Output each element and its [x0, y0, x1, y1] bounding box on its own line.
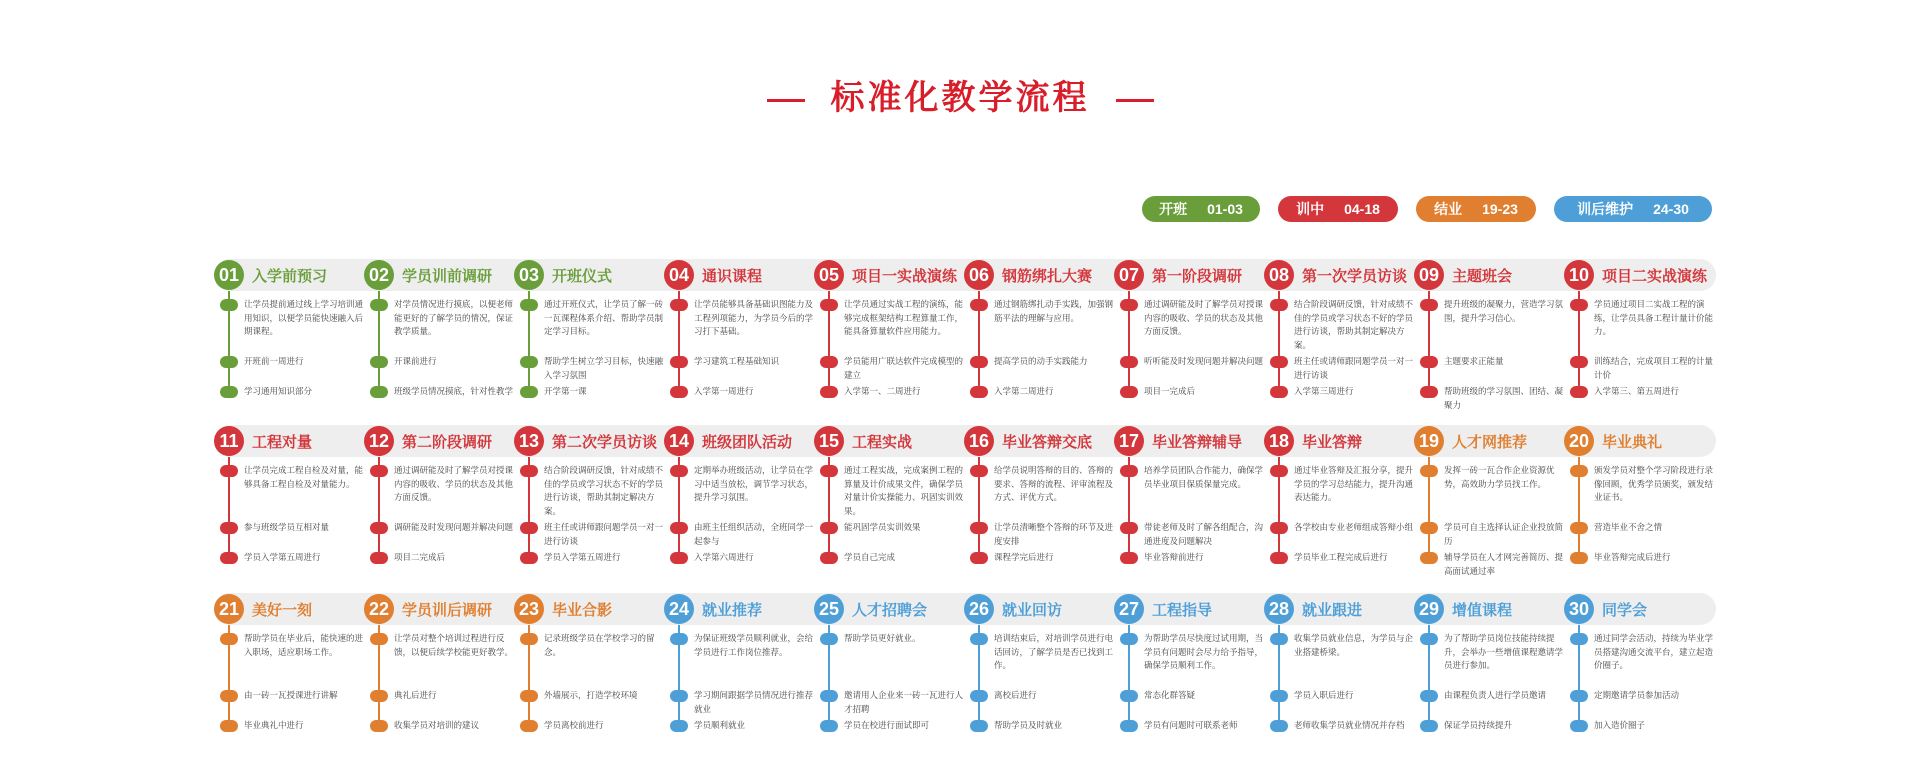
- step-detail-text: 让学员能够具备基础识图能力及工程列项能力，为学员今后的学习打下基础。: [694, 299, 814, 336]
- step-detail-text: 给学员说明答辩的目的、答辩的要求、答辩的流程、评审流程及方式、评优方式。: [994, 465, 1114, 502]
- step-title: 第一次学员访谈: [1302, 267, 1408, 285]
- step-detail-text: 训练结合，完成项目工程的计量计价: [1594, 356, 1714, 380]
- step-number-badge: 25: [814, 594, 844, 624]
- step-detail-marker: [1420, 465, 1438, 477]
- step-detail-marker: [520, 299, 538, 311]
- step-number-badge: 23: [514, 594, 544, 624]
- step-header: [514, 259, 612, 291]
- step-detail-text: 参与班级学员互相对量: [244, 522, 330, 532]
- step-detail-marker: [220, 465, 238, 477]
- legend-pill-jieye: [1416, 196, 1536, 222]
- step-title: 班级团队活动: [702, 433, 793, 451]
- step-header: [1414, 425, 1527, 457]
- step-detail-text: 毕业答辩前进行: [1144, 552, 1204, 562]
- step-number-badge: 06: [964, 260, 994, 290]
- step-detail-text: 入学第一、二周进行: [844, 386, 921, 396]
- legend-range: 01-03: [1207, 201, 1243, 217]
- step-number-badge: 11: [214, 426, 244, 456]
- step-detail-marker: [1270, 633, 1288, 645]
- page-title: [0, 70, 1920, 119]
- step-detail-text: 学员可自主选择认证企业投放简历: [1444, 522, 1564, 546]
- legend-pill-xunhou: [1554, 196, 1712, 222]
- step-detail-marker: [970, 720, 988, 732]
- step-detail-marker: [1420, 690, 1438, 702]
- step-title: 第一阶段调研: [1152, 267, 1243, 285]
- step-detail-marker: [820, 299, 838, 311]
- step-detail-marker: [1570, 299, 1588, 311]
- step-title: 美好一刻: [252, 601, 313, 619]
- step-detail-text: 带徒老师及时了解各组配合，沟通进度及问题解决: [1144, 522, 1264, 546]
- step-detail-text: 班主任或请师跟同题学员一对一进行访谈: [1294, 356, 1414, 380]
- step-detail-text: 入学第三、第五周进行: [1594, 386, 1680, 396]
- step-detail-text: 离校后进行: [994, 690, 1037, 700]
- step-detail-marker: [670, 522, 688, 534]
- legend-label: 训中: [1296, 201, 1325, 217]
- step-detail-marker: [220, 522, 238, 534]
- step-header: [1264, 425, 1362, 457]
- step-number-badge: 29: [1414, 594, 1444, 624]
- step-detail-marker: [1270, 720, 1288, 732]
- step-header: [664, 593, 762, 625]
- step-detail-text: 调研能及时发现问题并解决问题: [394, 522, 514, 532]
- step-header: [1414, 593, 1512, 625]
- step-detail-marker: [1570, 522, 1588, 534]
- step-detail-marker: [370, 522, 388, 534]
- step-detail-marker: [1570, 633, 1588, 645]
- step-number-badge: 15: [814, 426, 844, 456]
- step-title: 工程实战: [852, 433, 913, 451]
- step-header: [1564, 593, 1647, 625]
- step-detail-text: 学员顺利就业: [694, 720, 746, 730]
- step-detail-text: 项目一完成后: [1144, 386, 1196, 396]
- step-detail-text: 对学员情况进行摸底，以便老师能更好的了解学员的情况，保证教学质量。: [394, 299, 514, 336]
- step-header: [814, 593, 927, 625]
- step-detail-marker: [220, 633, 238, 645]
- step-header: [1114, 593, 1212, 625]
- step-detail-text: 颁发学员对整个学习阶段进行录像回顾，优秀学员颁奖，颁发结业证书。: [1594, 465, 1714, 502]
- step-detail-marker: [220, 386, 238, 398]
- step-title: 毕业答辩交底: [1002, 433, 1093, 451]
- step-header: [514, 593, 612, 625]
- step-detail-marker: [370, 720, 388, 732]
- step-title: 开班仪式: [552, 267, 613, 285]
- step-detail-text: 帮助班级的学习氛围、团结、凝聚力: [1444, 386, 1564, 410]
- step-header: [814, 259, 957, 291]
- step-number-badge: 24: [664, 594, 694, 624]
- legend-label: 训后维护: [1577, 201, 1634, 217]
- step-detail-marker: [970, 522, 988, 534]
- step-detail-marker: [970, 633, 988, 645]
- step-detail-text: 结合阶段调研反馈，针对成绩不佳的学员或学习状态不好的学员进行访谈，帮助其制定解决方案。: [544, 465, 664, 516]
- step-detail-text: 让学员对整个培训过程进行反馈，以便后续学校能更好教学。: [394, 633, 514, 657]
- step-detail-text: 让学员通过实战工程的演练，能够完成框架结构工程算量工作，能具备算量软件应用能力。: [844, 299, 964, 336]
- step-title: 入学前预习: [252, 267, 328, 285]
- step-detail-text: 老师收集学员就业情况并存档: [1294, 720, 1405, 730]
- step-detail-marker: [1420, 386, 1438, 398]
- step-detail-marker: [820, 552, 838, 564]
- step-detail-marker: [1120, 356, 1138, 368]
- step-header: [1564, 425, 1662, 457]
- phase-legend: [1142, 196, 1712, 222]
- step-header: [964, 425, 1092, 457]
- step-detail-text: 保证学员持续提升: [1444, 720, 1513, 730]
- step-detail-text: 学员有问题时可联系老师: [1144, 720, 1238, 730]
- step-detail-text: 班级学员情况摸底，针对性教学: [394, 386, 514, 396]
- step-detail-marker: [970, 299, 988, 311]
- step-detail-marker: [370, 356, 388, 368]
- step-title: 就业推荐: [702, 601, 763, 619]
- step-detail-text: 定期邀请学员参加活动: [1594, 690, 1680, 700]
- step-header: [214, 593, 312, 625]
- step-header: [364, 259, 492, 291]
- step-detail-text: 让学员完成工程自检及对量，能够具备工程自检及对量能力。: [244, 465, 364, 489]
- step-number-badge: 07: [1114, 260, 1144, 290]
- step-detail-marker: [1270, 690, 1288, 702]
- step-detail-text: 记录班级学员在学校学习的留念。: [544, 633, 655, 657]
- step-header: [964, 259, 1092, 291]
- step-number-badge: 30: [1564, 594, 1594, 624]
- step-detail-marker: [820, 720, 838, 732]
- step-title: 同学会: [1602, 601, 1648, 619]
- step-title: 毕业典礼: [1602, 433, 1663, 451]
- step-detail-marker: [1120, 633, 1138, 645]
- step-detail-marker: [1270, 386, 1288, 398]
- step-detail-marker: [220, 690, 238, 702]
- step-detail-marker: [670, 356, 688, 368]
- step-detail-text: 提高学员的动手实践能力: [994, 356, 1088, 366]
- step-detail-marker: [1420, 720, 1438, 732]
- step-detail-marker: [1570, 720, 1588, 732]
- step-detail-text: 学员入职后进行: [1294, 690, 1354, 700]
- step-number-badge: 13: [514, 426, 544, 456]
- step-title: 项目二实战演练: [1602, 267, 1708, 285]
- legend-range: 24-30: [1653, 201, 1689, 217]
- step-detail-text: 为帮助学员尽快度过试用期，当学员有问题时会尽力给予指导，确保学员顺利工作。: [1144, 633, 1264, 670]
- step-detail-marker: [670, 299, 688, 311]
- step-detail-text: 入学第六周进行: [694, 552, 754, 562]
- step-header: [664, 425, 792, 457]
- step-title: 钢筋绑扎大赛: [1002, 267, 1093, 285]
- step-detail-text: 帮助学员及时就业: [994, 720, 1063, 730]
- step-header: [364, 425, 492, 457]
- step-detail-text: 通过开班仪式，让学员了解一砖一瓦课程体系介绍、帮助学员制定学习目标。: [544, 299, 664, 336]
- step-title: 项目一实战演练: [852, 267, 958, 285]
- step-detail-text: 由课程负责人进行学员邀请: [1444, 690, 1547, 700]
- step-title: 学员训后调研: [402, 601, 493, 619]
- step-detail-text: 通过工程实战，完成案例工程的算量及计价成果文件，确保学员对量计价实操能力、巩固实训效果。: [844, 465, 964, 516]
- step-detail-text: 项目二完成后: [394, 552, 446, 562]
- step-detail-marker: [670, 386, 688, 398]
- step-detail-marker: [220, 356, 238, 368]
- step-detail-marker: [820, 386, 838, 398]
- title-dash-right: [1116, 99, 1154, 102]
- step-detail-text: 入学第二周进行: [994, 386, 1054, 396]
- step-number-badge: 16: [964, 426, 994, 456]
- step-header: [1264, 593, 1362, 625]
- step-detail-marker: [1120, 299, 1138, 311]
- step-detail-marker: [1270, 356, 1288, 368]
- step-detail-text: 通过调研能及时了解学员对授课内容的吸收、学员的状态及其他方面反馈。: [1144, 299, 1264, 336]
- step-detail-text: 听听能及时发现问题并解决问题: [1144, 356, 1264, 366]
- step-detail-text: 外墙展示，打造学校环境: [544, 690, 638, 700]
- step-header: [814, 425, 912, 457]
- step-detail-marker: [670, 552, 688, 564]
- step-detail-marker: [1270, 299, 1288, 311]
- step-detail-marker: [670, 633, 688, 645]
- step-detail-marker: [670, 720, 688, 732]
- step-detail-text: 入学第一周进行: [694, 386, 754, 396]
- step-detail-text: 学员入学第五周进行: [244, 552, 321, 562]
- step-detail-marker: [1120, 522, 1138, 534]
- step-number-badge: 19: [1414, 426, 1444, 456]
- step-detail-text: 帮助学员更好就业。: [844, 633, 921, 643]
- step-detail-marker: [1120, 720, 1138, 732]
- step-detail-text: 毕业典礼中进行: [244, 720, 304, 730]
- step-number-badge: 26: [964, 594, 994, 624]
- step-detail-text: 学员入学第五周进行: [544, 552, 621, 562]
- step-header: [964, 593, 1062, 625]
- step-title: 通识课程: [702, 267, 763, 285]
- step-detail-text: 通过调研能及时了解学员对授课内容的吸收、学员的状态及其他方面反馈。: [394, 465, 514, 502]
- step-title: 工程对量: [252, 433, 313, 451]
- legend-range: 19-23: [1482, 201, 1518, 217]
- step-detail-marker: [370, 633, 388, 645]
- step-detail-marker: [820, 465, 838, 477]
- step-detail-marker: [1420, 522, 1438, 534]
- step-number-badge: 05: [814, 260, 844, 290]
- step-header: [1414, 259, 1512, 291]
- step-detail-text: 学员在校进行面试即可: [844, 720, 930, 730]
- step-header: [1114, 425, 1242, 457]
- step-title: 主题班会: [1452, 267, 1513, 285]
- step-detail-marker: [370, 386, 388, 398]
- step-detail-marker: [520, 522, 538, 534]
- step-detail-marker: [520, 720, 538, 732]
- step-detail-marker: [1270, 552, 1288, 564]
- step-detail-text: 主题要求正能量: [1444, 356, 1504, 366]
- step-detail-marker: [1270, 522, 1288, 534]
- step-header: [214, 259, 327, 291]
- step-detail-text: 帮助学生树立学习目标，快速融入学习氛围: [544, 356, 664, 380]
- step-number-badge: 18: [1264, 426, 1294, 456]
- step-detail-marker: [520, 633, 538, 645]
- step-detail-text: 班主任或讲师跟问题学员一对一进行访谈: [544, 522, 664, 546]
- step-header: [1264, 259, 1407, 291]
- step-detail-text: 毕业答辩完成后进行: [1594, 552, 1671, 562]
- step-title: 人才网推荐: [1452, 433, 1528, 451]
- step-header: [214, 425, 312, 457]
- step-detail-text: 让学员清晰整个答辩的环节及进度安排: [994, 522, 1114, 546]
- step-number-badge: 17: [1114, 426, 1144, 456]
- step-title: 学员训前调研: [402, 267, 493, 285]
- step-detail-text: 加入造价圈子: [1594, 720, 1646, 730]
- step-detail-marker: [370, 552, 388, 564]
- step-detail-marker: [1570, 690, 1588, 702]
- step-title: 毕业合影: [552, 601, 613, 619]
- step-detail-text: 为了帮助学员岗位技能持续提升，会举办一些增值课程邀请学员进行参加。: [1444, 633, 1564, 670]
- step-detail-marker: [520, 356, 538, 368]
- step-detail-text: 为保证班级学员顺利就业，会给学员进行工作岗位推荐。: [694, 633, 814, 657]
- step-header: [664, 259, 762, 291]
- step-detail-text: 能巩固学员实训效果: [844, 522, 921, 532]
- step-detail-text: 收集学员就业信息，为学员与企业搭建桥梁。: [1294, 633, 1414, 657]
- step-detail-text: 开学第一课: [544, 386, 587, 396]
- step-detail-text: 发挥一砖一瓦合作企业资源优势，高效助力学员找工作。: [1444, 465, 1555, 489]
- step-detail-marker: [970, 465, 988, 477]
- step-detail-marker: [1120, 386, 1138, 398]
- step-detail-text: 帮助学员在毕业后，能快速的进入职场，适应职场工作。: [244, 633, 364, 657]
- step-header: [364, 593, 492, 625]
- step-number-badge: 28: [1264, 594, 1294, 624]
- step-detail-text: 通过同学会活动，持续为毕业学员搭建沟通交流平台，建立起造价圈子。: [1594, 633, 1714, 670]
- step-detail-text: 培训结束后，对培训学员进行电话回访，了解学员是否已找到工作。: [994, 633, 1114, 670]
- step-detail-marker: [1420, 633, 1438, 645]
- step-number-badge: 08: [1264, 260, 1294, 290]
- step-detail-text: 让学员提前通过线上学习培训通用知识，以便学员能快速融入后期课程。: [244, 299, 364, 336]
- step-detail-marker: [970, 690, 988, 702]
- step-detail-text: 常态化群答疑: [1144, 690, 1196, 700]
- step-detail-marker: [820, 690, 838, 702]
- step-detail-text: 辅导学员在人才网完善简历、提高面试通过率: [1444, 552, 1564, 576]
- step-title: 就业跟进: [1302, 601, 1363, 619]
- step-detail-text: 学员毕业工程完成后进行: [1294, 552, 1388, 562]
- step-detail-text: 学员能用广联达软件完成模型的建立: [844, 356, 964, 380]
- step-detail-text: 学员离校前进行: [544, 720, 604, 730]
- step-detail-marker: [1570, 465, 1588, 477]
- step-title: 第二阶段调研: [402, 433, 493, 451]
- step-detail-marker: [1570, 386, 1588, 398]
- step-detail-marker: [1570, 552, 1588, 564]
- step-header: [1564, 259, 1707, 291]
- legend-pill-xunzhong: [1278, 196, 1398, 222]
- step-detail-marker: [370, 690, 388, 702]
- step-number-badge: 21: [214, 594, 244, 624]
- step-detail-text: 由班主任组织活动，全班同学一起参与: [694, 522, 814, 546]
- step-title: 增值课程: [1452, 601, 1513, 619]
- legend-label: 结业: [1434, 201, 1463, 217]
- step-title: 就业回访: [1002, 601, 1063, 619]
- step-number-badge: 22: [364, 594, 394, 624]
- step-detail-marker: [670, 465, 688, 477]
- step-detail-marker: [220, 720, 238, 732]
- step-detail-text: 学习期间跟据学员情况进行推荐就业: [694, 690, 814, 714]
- step-number-badge: 03: [514, 260, 544, 290]
- step-detail-text: 通过毕业答辩及汇报分享，提升学员的学习总结能力，提升沟通表达能力。: [1294, 465, 1414, 502]
- step-number-badge: 10: [1564, 260, 1594, 290]
- step-detail-marker: [1420, 356, 1438, 368]
- step-detail-text: 提升班级的凝聚力，营造学习氛围，提升学习信心。: [1444, 299, 1564, 323]
- step-number-badge: 20: [1564, 426, 1594, 456]
- step-number-badge: 09: [1414, 260, 1444, 290]
- step-detail-text: 营造毕业不舍之情: [1594, 522, 1663, 532]
- step-detail-text: 收集学员对培训的建议: [394, 720, 480, 730]
- step-detail-marker: [670, 690, 688, 702]
- step-number-badge: 27: [1114, 594, 1144, 624]
- step-detail-marker: [970, 386, 988, 398]
- step-detail-marker: [970, 356, 988, 368]
- step-detail-marker: [520, 690, 538, 702]
- step-number-badge: 12: [364, 426, 394, 456]
- step-detail-marker: [820, 356, 838, 368]
- step-header: [514, 425, 657, 457]
- step-detail-text: 邀请用人企业来一砖一瓦进行人才招聘: [844, 690, 964, 714]
- step-detail-text: 开课前进行: [394, 356, 437, 366]
- step-detail-text: 通过钢筋绑扎动手实践，加强钢筋平法的理解与应用。: [994, 299, 1114, 323]
- step-detail-marker: [520, 386, 538, 398]
- step-detail-text: 开班前一周进行: [244, 356, 304, 366]
- legend-pill-kaiban: [1142, 196, 1260, 222]
- step-number-badge: 01: [214, 260, 244, 290]
- step-detail-text: 学员自己完成: [844, 552, 896, 562]
- step-detail-text: 典礼后进行: [394, 690, 437, 700]
- page-title-text: 标准化教学流程: [830, 79, 1090, 117]
- step-detail-marker: [1120, 552, 1138, 564]
- step-detail-text: 课程学完后进行: [994, 552, 1054, 562]
- step-detail-text: 学习建筑工程基础知识: [694, 356, 780, 366]
- step-detail-marker: [370, 465, 388, 477]
- step-title: 工程指导: [1152, 601, 1213, 619]
- step-number-badge: 02: [364, 260, 394, 290]
- step-title: 毕业答辩: [1302, 433, 1363, 451]
- step-number-badge: 14: [664, 426, 694, 456]
- step-detail-text: 各学校由专业老师组成答辩小组: [1294, 522, 1414, 532]
- step-detail-marker: [520, 552, 538, 564]
- step-detail-marker: [1270, 465, 1288, 477]
- step-detail-marker: [370, 299, 388, 311]
- step-detail-marker: [220, 552, 238, 564]
- step-detail-text: 结合阶段调研反馈，针对成绩不佳的学员或学习状态不好的学员进行访谈，帮助其制定解决方案。: [1294, 299, 1414, 350]
- step-detail-text: 学员通过项目二实战工程的演练，让学员具备工程计量计价能力。: [1594, 299, 1714, 336]
- step-detail-text: 定期举办班级活动，让学员在学习中适当放松，调节学习状态，提升学习氛围。: [694, 465, 814, 502]
- legend-label: 开班: [1159, 201, 1188, 217]
- title-dash-left: [767, 99, 805, 102]
- step-title: 毕业答辩辅导: [1152, 433, 1243, 451]
- step-detail-marker: [220, 299, 238, 311]
- step-detail-text: 由一砖一瓦授课进行讲解: [244, 690, 338, 700]
- step-detail-text: 学习通用知识部分: [244, 386, 313, 396]
- step-detail-marker: [820, 633, 838, 645]
- step-detail-text: 培养学员团队合作能力，确保学员毕业项目保质保量完成。: [1144, 465, 1264, 489]
- step-detail-text: 入学第三周进行: [1294, 386, 1354, 396]
- step-detail-marker: [520, 465, 538, 477]
- step-detail-marker: [1120, 465, 1138, 477]
- legend-range: 04-18: [1344, 201, 1380, 217]
- step-title: 第二次学员访谈: [552, 433, 658, 451]
- step-title: 人才招聘会: [852, 601, 928, 619]
- step-header: [1114, 259, 1242, 291]
- step-detail-marker: [1570, 356, 1588, 368]
- step-detail-marker: [1120, 690, 1138, 702]
- step-detail-marker: [820, 522, 838, 534]
- step-detail-marker: [1420, 299, 1438, 311]
- step-number-badge: 04: [664, 260, 694, 290]
- step-detail-marker: [1420, 552, 1438, 564]
- step-detail-marker: [970, 552, 988, 564]
